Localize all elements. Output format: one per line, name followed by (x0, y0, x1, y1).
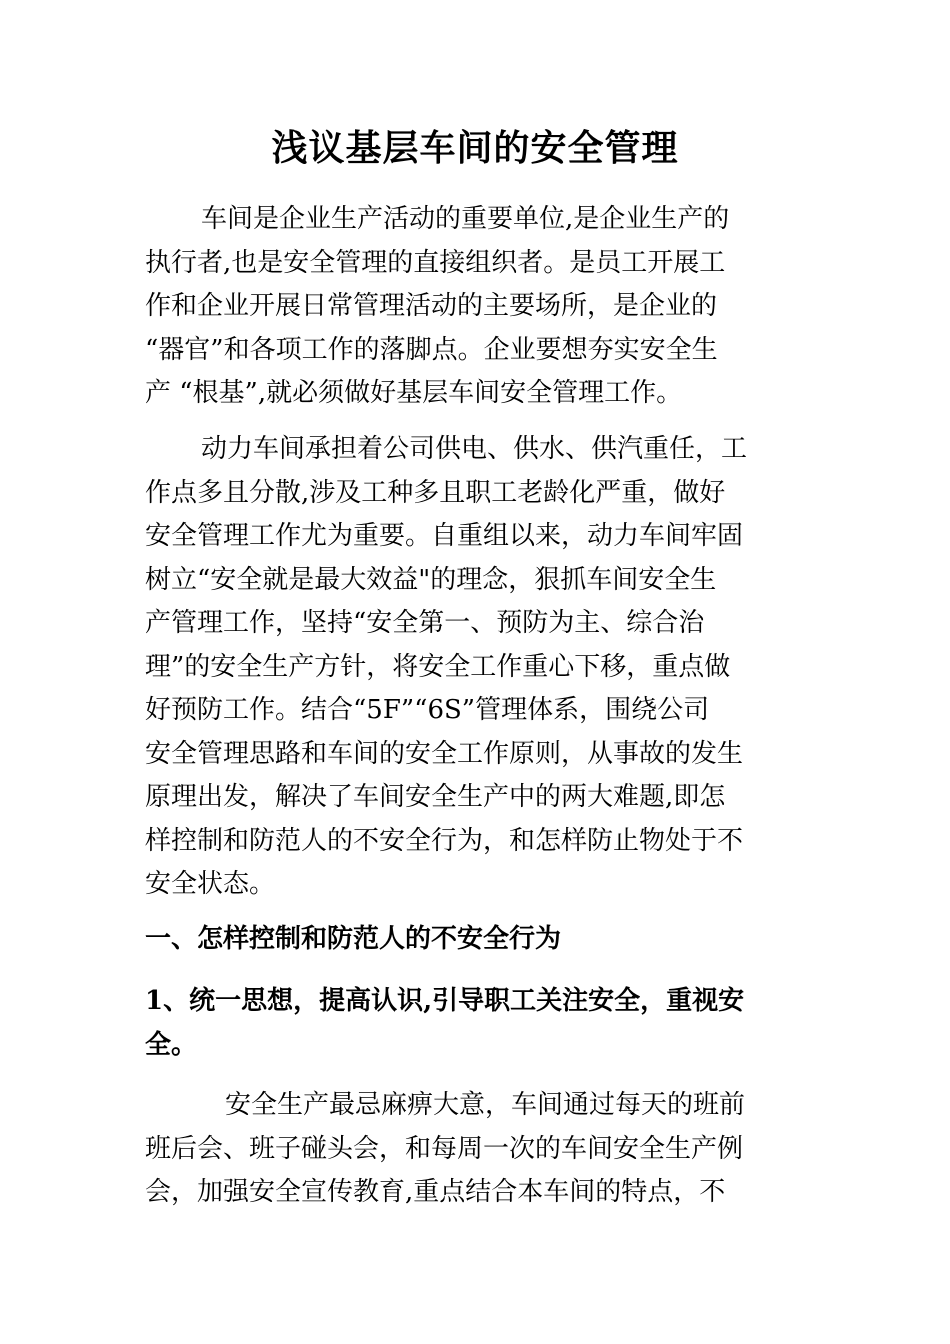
paragraph-line: 原理出发，解决了车间安全生产中的两大难题,即怎 (145, 782, 726, 812)
subsection-heading (145, 980, 807, 1067)
paragraph-line: 执行者,也是安全管理的直接组织者。是员工开展工 (145, 247, 726, 278)
paragraph-line: 产管理工作，坚持“安全第一、预防为主、综合治 (145, 608, 705, 638)
paragraph-line: “器官”和各项工作的落脚点。企业要想夯实安全生 (145, 334, 718, 365)
paragraph-line: 树立“安全就是最大效益"的理念，狠抓车间安全生 (145, 564, 717, 595)
paragraph-line: 班后会、班子碰头会，和每周一次的车间安全生产例 (145, 1133, 744, 1164)
paragraph-line: 理”的安全生产方针，将安全工作重心下移，重点做 (145, 651, 731, 682)
subheading-line: 1、统一思想，提高认识,引导职工关注安全，重视安 (145, 986, 745, 1016)
paragraph-line: 作点多且分散,涉及工种多且职工老龄化严重，做好 (145, 477, 726, 508)
paragraph-line: 车间是企业生产活动的重要单位,是企业生产的 (201, 204, 730, 234)
paragraph-line: 安全管理工作尤为重要。自重组以来，动力车间牢固 (145, 521, 744, 551)
paragraph-line: 会，加强安全宣传教育,重点结合本车间的特点，不 (145, 1177, 726, 1207)
paragraph-line: 样控制和防范人的不安全行为，和怎样防止物处于不 (145, 825, 744, 856)
paragraph-line: 安全管理思路和车间的安全工作原则，从事故的发生 (145, 738, 744, 769)
paragraph-line: 作和企业开展日常管理活动的主要场所，是企业的 (145, 291, 718, 321)
paragraph-line: 动力车间承担着公司供电、供水、供汽重任，工 (201, 434, 748, 464)
intro-paragraph (145, 198, 807, 416)
paragraph-line: 产 “根基”,就必须做好基层车间安全管理工作。 (145, 378, 683, 408)
body-paragraph (145, 428, 807, 907)
paragraph-line: 安全生产最忌麻痹大意，车间通过每天的班前 (225, 1090, 746, 1120)
subheading-line: 全。 (145, 1029, 198, 1060)
document-title: 浅议基层车间的安全管理 (271, 127, 679, 169)
paragraph-line: 安全状态。 (145, 869, 276, 899)
paragraph-line: 好预防工作。结合“5F”“6S”管理体系，围绕公司 (145, 695, 710, 725)
section-heading: 一、怎样控制和防范人的不安全行为 (145, 924, 562, 954)
body-paragraph-3 (145, 1084, 807, 1215)
